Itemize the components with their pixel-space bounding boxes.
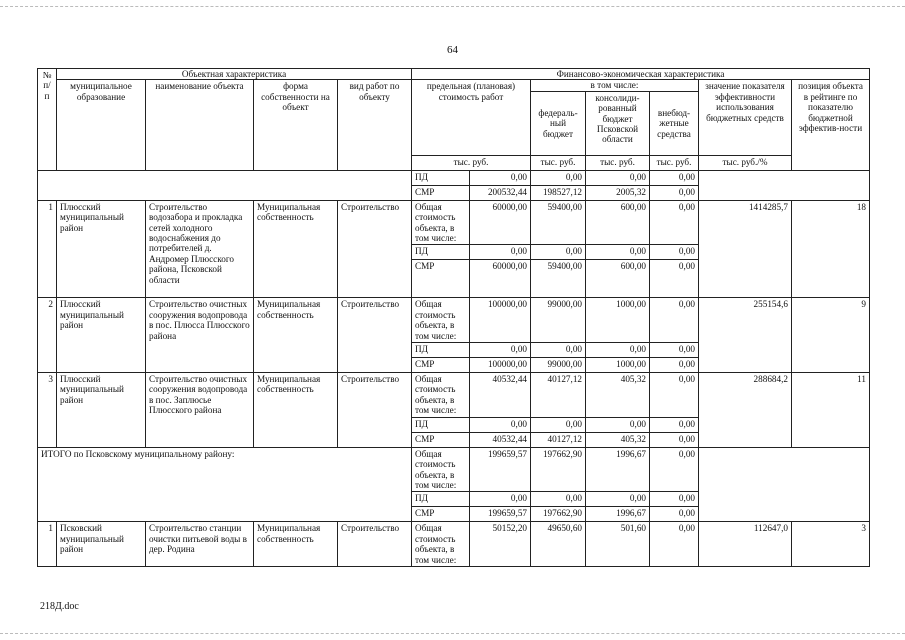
object-row-total [38, 200, 870, 245]
limit-value: 199659,57 [470, 507, 531, 522]
limit-value: 0,00 [470, 245, 531, 260]
unit-consolidated: тыс. руб. [586, 155, 650, 170]
row-municipality: Плюсский муниципальный район [57, 373, 146, 448]
consolidated-value: 1996,67 [586, 447, 650, 492]
scan-edge-top [0, 6, 905, 7]
extra-value: 0,00 [650, 432, 699, 447]
row-label: Общая стоимость объекта, в том числе: [412, 373, 470, 418]
efficiency-value: 112647,0 [699, 522, 792, 567]
row-ownership: Муниципальная собственность [254, 522, 338, 567]
header-ownership: форма собственности на объект [254, 80, 338, 170]
consolidated-value: 0,00 [586, 492, 650, 507]
row-label: СМР [412, 432, 470, 447]
extra-value: 0,00 [650, 343, 699, 358]
object-row-total [38, 373, 870, 418]
extra-value: 0,00 [650, 447, 699, 492]
extra-value: 0,00 [650, 260, 699, 298]
header-object-name: наименование объекта [146, 80, 254, 170]
efficiency-value: 288684,2 [699, 373, 792, 448]
consolidated-value: 501,60 [586, 522, 650, 567]
row-object-name: Строительство водозабора и прокладка сетей холодного водоснабжения до потребителей д. Андромер Плюсского района, Псковской области [146, 200, 254, 298]
header-consolidated: консолиди-рованный бюджет Псковской области [586, 91, 650, 155]
consolidated-value: 1996,67 [586, 507, 650, 522]
row-object-name: Строительство очистных сооружения водопровода в пос. Плюсса Плюсского района [146, 298, 254, 373]
row-num: 1 [38, 200, 57, 298]
rating-value: 3 [792, 522, 870, 567]
federal-value: 59400,00 [531, 200, 586, 245]
header-object-char: Объектная характеристика [57, 69, 412, 80]
unit-efficiency: тыс. руб./% [699, 155, 792, 170]
consolidated-value: 405,32 [586, 432, 650, 447]
federal-value: 0,00 [531, 492, 586, 507]
consolidated-value: 2005,32 [586, 185, 650, 200]
row-label: ПД [412, 343, 470, 358]
investment-table [37, 68, 870, 567]
row-label: ПД [412, 170, 470, 185]
extra-value: 0,00 [650, 170, 699, 185]
limit-value: 100000,00 [470, 358, 531, 373]
row-label: ПД [412, 417, 470, 432]
page-number: 64 [447, 44, 458, 56]
consolidated-value: 405,32 [586, 373, 650, 418]
limit-value: 0,00 [470, 343, 531, 358]
row-label: ПД [412, 492, 470, 507]
header-limit-cost: предельная (плановая) стоимость работ [412, 80, 531, 155]
header-efficiency: значение показателя эффективности использования бюджетных средств [699, 80, 792, 155]
federal-value: 198527,12 [531, 185, 586, 200]
row-work-type: Строительство [338, 200, 412, 298]
consolidated-value: 0,00 [586, 417, 650, 432]
unit-extra: тыс. руб. [650, 155, 699, 170]
consolidated-value: 0,00 [586, 343, 650, 358]
limit-value: 60000,00 [470, 200, 531, 245]
row-label: Общая стоимость объекта, в том числе: [412, 447, 470, 492]
unit-federal: тыс. руб. [531, 155, 586, 170]
row-municipality: Плюсский муниципальный район [57, 200, 146, 298]
row-label: ПД [412, 245, 470, 260]
total-empty [699, 447, 870, 522]
extra-value: 0,00 [650, 200, 699, 245]
consolidated-value: 0,00 [586, 245, 650, 260]
row-num: 2 [38, 298, 57, 373]
limit-value: 0,00 [470, 492, 531, 507]
unit-limit: тыс. руб. [412, 155, 531, 170]
rating-value: 18 [792, 200, 870, 298]
limit-value: 199659,57 [470, 447, 531, 492]
consolidated-value: 600,00 [586, 260, 650, 298]
limit-value: 40532,44 [470, 432, 531, 447]
scan-edge-bottom [0, 633, 905, 634]
object-row-total [38, 298, 870, 343]
efficiency-value: 255154,6 [699, 298, 792, 373]
extra-value: 0,00 [650, 185, 699, 200]
row-label: СМР [412, 185, 470, 200]
federal-value: 49650,60 [531, 522, 586, 567]
total-pskov-label: ИТОГО по Псковскому муниципальному району: [38, 447, 412, 522]
row-label: СМР [412, 358, 470, 373]
federal-value: 0,00 [531, 343, 586, 358]
extra-value: 0,00 [650, 298, 699, 343]
row-object-name: Строительство очистных сооружения водопровода в пос. Заплюсье Плюсского района [146, 373, 254, 448]
rating-value: 9 [792, 298, 870, 373]
row-num: 1 [38, 522, 57, 567]
federal-value: 59400,00 [531, 260, 586, 298]
footer-filename: 218Д.doc [40, 601, 79, 612]
summary-pd-row [38, 170, 870, 185]
extra-value: 0,00 [650, 358, 699, 373]
federal-value: 99000,00 [531, 298, 586, 343]
row-work-type: Строительство [338, 298, 412, 373]
row-label: Общая стоимость объекта, в том числе: [412, 200, 470, 245]
row-label: СМР [412, 260, 470, 298]
row-work-type: Строительство [338, 522, 412, 567]
federal-value: 0,00 [531, 417, 586, 432]
limit-value: 200532,44 [470, 185, 531, 200]
header-extrabudget: внебюд-жетные средства [650, 91, 699, 155]
total-pskov-row [38, 447, 870, 492]
row-work-type: Строительство [338, 373, 412, 448]
limit-value: 0,00 [470, 417, 531, 432]
federal-value: 99000,00 [531, 358, 586, 373]
federal-value: 197662,90 [531, 447, 586, 492]
row-label: СМР [412, 507, 470, 522]
extra-value: 0,00 [650, 245, 699, 260]
header-federal: федераль-ный бюджет [531, 91, 586, 155]
consolidated-value: 1000,00 [586, 298, 650, 343]
row-label: Общая стоимость объекта, в том числе: [412, 522, 470, 567]
limit-value: 50152,20 [470, 522, 531, 567]
row-municipality: Псковский муниципальный район [57, 522, 146, 567]
row-ownership: Муниципальная собственность [254, 373, 338, 448]
rating-value: 11 [792, 373, 870, 448]
header-row-2 [38, 80, 870, 91]
federal-value: 197662,90 [531, 507, 586, 522]
consolidated-value: 600,00 [586, 200, 650, 245]
row-label: Общая стоимость объекта, в том числе: [412, 298, 470, 343]
federal-value: 0,00 [531, 170, 586, 185]
extra-value: 0,00 [650, 522, 699, 567]
extra-value: 0,00 [650, 507, 699, 522]
consolidated-value: 0,00 [586, 170, 650, 185]
header-including: в том числе: [531, 80, 699, 91]
extra-value: 0,00 [650, 417, 699, 432]
header-row-1 [38, 69, 870, 80]
object-row-total [38, 522, 870, 567]
extra-value: 0,00 [650, 492, 699, 507]
row-ownership: Муниципальная собственность [254, 200, 338, 298]
row-num: 3 [38, 373, 57, 448]
efficiency-value: 1414285,7 [699, 200, 792, 298]
limit-value: 60000,00 [470, 260, 531, 298]
federal-value: 40127,12 [531, 373, 586, 418]
consolidated-value: 1000,00 [586, 358, 650, 373]
limit-value: 40532,44 [470, 373, 531, 418]
limit-value: 100000,00 [470, 298, 531, 343]
row-municipality: Плюсский муниципальный район [57, 298, 146, 373]
limit-value: 0,00 [470, 170, 531, 185]
row-ownership: Муниципальная собственность [254, 298, 338, 373]
federal-value: 40127,12 [531, 432, 586, 447]
summary-blank [38, 170, 412, 200]
row-object-name: Строительство станции очистки питьевой воды в дер. Родина [146, 522, 254, 567]
header-fin-char: Финансово-экономическая характеристика [412, 69, 870, 80]
header-rating: позиция объекта в рейтинге по показателю бюджетной эффектив-ности [792, 80, 870, 170]
header-num: № п/п [38, 69, 57, 171]
federal-value: 0,00 [531, 245, 586, 260]
summary-empty [699, 170, 870, 200]
header-municipality: муниципальное образование [57, 80, 146, 170]
header-work-type: вид работ по объекту [338, 80, 412, 170]
extra-value: 0,00 [650, 373, 699, 418]
